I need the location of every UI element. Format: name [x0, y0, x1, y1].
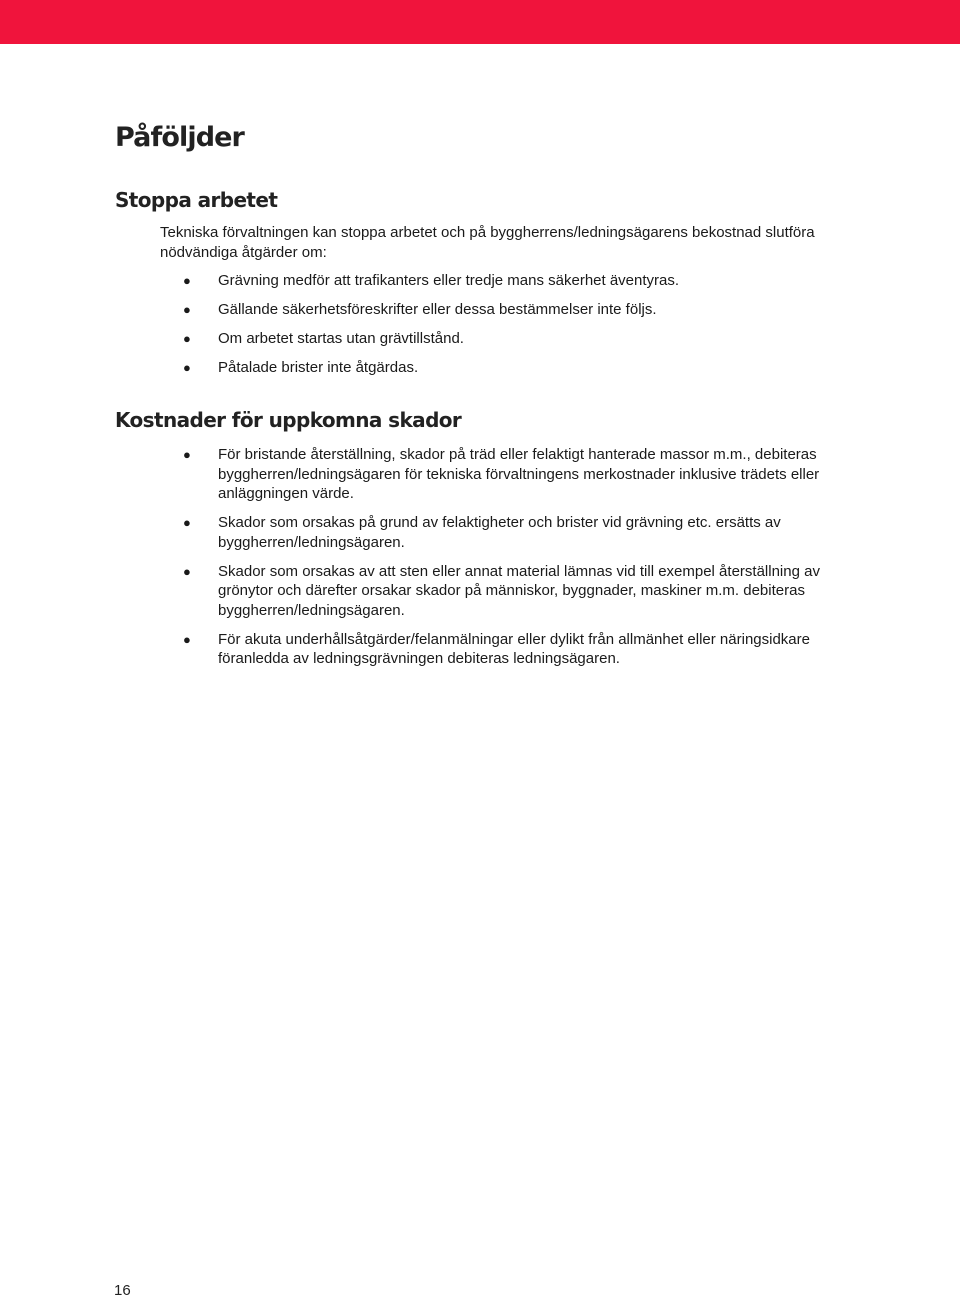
list-item-text: Skador som orsakas av att sten eller annat material lämnas vid till exempel återställning av grönytor och därefter orsakar skador på människor, byggnader, maskiner m.m. debiteras byggherren/ledningsägaren.: [218, 562, 820, 619]
bullet-list-kostnader: [0, 445, 838, 669]
list-item: [0, 562, 838, 621]
page-number: 16: [114, 1282, 131, 1299]
list-item-text: Om arbetet startas utan grävtillstånd.: [218, 330, 464, 347]
list-item: [0, 300, 838, 320]
list-item-text: För bristande återställning, skador på träd eller felaktigt hanterade massor m.m., debiteras byggherren/ledningsägaren för tekniska förvaltningens merkostnader inklusive trädets eller anläggningen värde.: [218, 446, 820, 502]
list-item-text: Påtalade brister inte åtgärdas.: [218, 359, 419, 376]
list-item-text: För akuta underhållsåtgärder/felanmälningar eller dylikt från allmänhet eller näringsidkare föranledda av ledningsgrävningen debiteras ledningsägaren.: [218, 630, 810, 667]
list-item: [0, 630, 838, 669]
bullet-icon: ●: [183, 302, 191, 317]
bullet-icon: ●: [183, 515, 191, 530]
list-item-text: Grävning medför att trafikanters eller tredje mans säkerhet äventyras.: [218, 272, 680, 289]
bullet-icon: ●: [183, 447, 191, 462]
bullet-icon: ●: [183, 631, 191, 647]
list-item-text: Gällande säkerhetsföreskrifter eller dessa bestämmelser inte följs.: [218, 301, 657, 318]
list-item: [0, 358, 838, 378]
page-title: Påföljder: [115, 122, 244, 153]
bullet-icon: ●: [183, 360, 191, 375]
section-heading-kostnader: Kostnader för uppkomna skador: [115, 408, 462, 432]
list-item: [0, 329, 838, 349]
list-item: [0, 271, 838, 291]
bullet-list-stoppa: [0, 271, 838, 378]
section-intro: Tekniska förvaltningen kan stoppa arbetet och på byggherrens/ledningsägarens bekostnad slutföra nödvändiga åtgärder om:: [160, 224, 815, 261]
list-item: [0, 445, 838, 504]
bullet-icon: ●: [183, 563, 191, 579]
list-item: [0, 513, 838, 552]
bullet-icon: ●: [183, 331, 191, 346]
header-accent-bar: [0, 0, 960, 44]
list-item-text: Skador som orsakas på grund av felaktigheter och brister vid grävning etc. ersätts av byggherren/ledningsägaren.: [218, 514, 781, 551]
section-heading-stoppa-arbetet: Stoppa arbetet: [115, 188, 278, 212]
bullet-icon: ●: [183, 273, 191, 288]
